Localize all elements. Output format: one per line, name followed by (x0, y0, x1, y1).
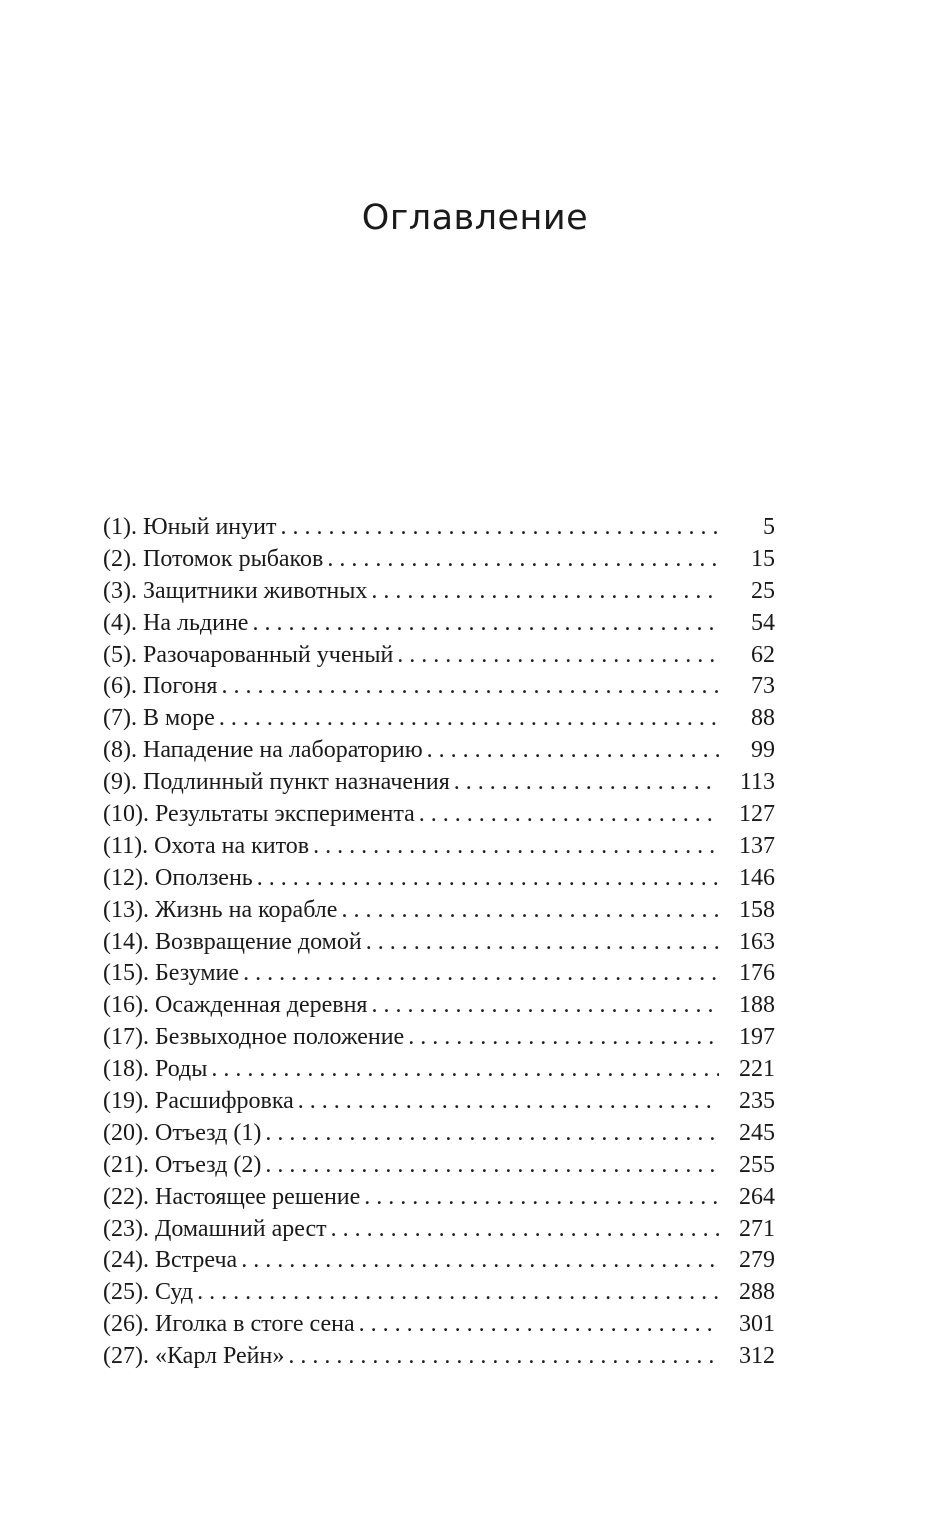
chapter-title: Погоня (142, 673, 218, 700)
chapter-title: Домашний арест (154, 1215, 327, 1242)
chapter-title: Настоящее решение (154, 1183, 361, 1210)
dot-leader (211, 1054, 719, 1086)
chapter-number: (21). (103, 1151, 149, 1178)
chapter-number: (20). (103, 1119, 149, 1146)
chapter-number: (22). (103, 1183, 149, 1210)
chapter-number: (3). (103, 577, 137, 604)
toc-entry (103, 863, 775, 895)
chapter-number: (19). (103, 1088, 149, 1115)
page-number: 127 (739, 801, 775, 828)
chapter-number: (7). (103, 705, 137, 732)
toc-entry (103, 576, 775, 608)
toc-entry (103, 1277, 775, 1309)
chapter-title: Охота на китов (154, 832, 310, 859)
chapter-title: Нападение на лабораторию (142, 737, 423, 764)
page-number: 188 (739, 992, 775, 1019)
dot-leader (288, 1341, 719, 1373)
chapter-number: (17). (103, 1024, 149, 1051)
chapter-title: Разочарованный ученый (142, 641, 394, 668)
page-number: 163 (739, 928, 775, 955)
page-number: 312 (739, 1343, 775, 1370)
page-title: Оглавление (361, 198, 589, 238)
chapter-title: Иголка в стоге сена (154, 1311, 355, 1338)
dot-leader (298, 1086, 719, 1118)
page-number: 245 (739, 1119, 775, 1146)
dot-leader (252, 608, 719, 640)
chapter-title: Результаты эксперимента (154, 801, 415, 828)
toc-entry (103, 735, 775, 767)
page-number: 146 (739, 864, 775, 891)
toc-entry (103, 1182, 775, 1214)
dot-leader (280, 512, 719, 544)
page-number: 264 (739, 1183, 775, 1210)
page-number: 5 (763, 514, 775, 540)
chapter-title: Расшифровка (154, 1088, 294, 1115)
chapter-title: Встреча (154, 1247, 238, 1274)
toc-entry (103, 1150, 775, 1182)
toc-entry (103, 1309, 775, 1341)
toc-entry (103, 799, 775, 831)
toc-entry (103, 1245, 775, 1277)
dot-leader (265, 1118, 719, 1150)
toc-entry (103, 671, 775, 703)
chapter-title: «Карл Рейн» (154, 1343, 285, 1370)
dot-leader (241, 1245, 719, 1277)
toc-entry (103, 703, 775, 735)
chapter-number: (24). (103, 1247, 149, 1274)
chapter-title: На льдине (142, 609, 249, 636)
chapter-title: Безумие (154, 960, 240, 987)
page-number: 255 (739, 1151, 775, 1178)
dot-leader (327, 544, 719, 576)
dot-leader (366, 927, 719, 959)
page-number: 25 (751, 577, 775, 604)
dot-leader (427, 735, 719, 767)
chapter-number: (18). (103, 1056, 149, 1083)
chapter-title: Отъезд (2) (154, 1151, 262, 1178)
dot-leader (364, 1182, 719, 1214)
chapter-number: (14). (103, 928, 149, 955)
chapter-number: (25). (103, 1279, 149, 1306)
page-number: 221 (739, 1056, 775, 1083)
chapter-number: (13). (103, 896, 149, 923)
toc-entry (103, 895, 775, 927)
page-number: 301 (739, 1311, 775, 1338)
toc-entry (103, 1054, 775, 1086)
chapter-number: (11). (103, 832, 149, 859)
dot-leader (265, 1150, 719, 1182)
page-number: 99 (751, 737, 775, 764)
page-number: 54 (751, 609, 775, 636)
chapter-title: Отъезд (1) (154, 1119, 262, 1146)
dot-leader (341, 895, 719, 927)
chapter-number: (8). (103, 737, 137, 764)
toc-entry (103, 927, 775, 959)
page-number: 197 (739, 1024, 775, 1051)
toc-entry (103, 640, 775, 672)
dot-leader (408, 1022, 719, 1054)
page-number: 62 (751, 641, 775, 668)
page-number: 73 (751, 673, 775, 700)
page-number: 158 (739, 896, 775, 923)
page-number: 271 (739, 1215, 775, 1242)
page-number: 288 (739, 1279, 775, 1306)
chapter-number: (15). (103, 960, 149, 987)
toc-entry (103, 1118, 775, 1150)
toc-entry (103, 1214, 775, 1246)
chapter-title: Защитники животных (142, 577, 368, 604)
chapter-title: Возвращение домой (154, 928, 362, 955)
toc-entry (103, 1022, 775, 1054)
chapter-title: Роды (154, 1056, 208, 1083)
toc-entry (103, 767, 775, 799)
dot-leader (397, 640, 719, 672)
toc-entry (103, 1086, 775, 1118)
dot-leader (197, 1277, 719, 1309)
chapter-title: Юный инуит (142, 514, 277, 540)
chapter-title: Оползень (154, 864, 253, 891)
dot-leader (454, 767, 719, 799)
chapter-title: В море (142, 705, 215, 732)
chapter-number: (1). (103, 514, 137, 540)
dot-leader (257, 863, 719, 895)
page-number: 137 (739, 832, 775, 859)
chapter-number: (16). (103, 992, 149, 1019)
table-of-contents (103, 512, 775, 1373)
page-number: 88 (751, 705, 775, 732)
dot-leader (371, 576, 719, 608)
chapter-title: Осажденная деревня (154, 992, 368, 1019)
toc-entry (103, 831, 775, 863)
chapter-title: Суд (154, 1279, 194, 1306)
dot-leader (419, 799, 719, 831)
toc-entry (103, 958, 775, 990)
dot-leader (359, 1309, 719, 1341)
chapter-number: (27). (103, 1343, 149, 1370)
dot-leader (313, 831, 719, 863)
page-number: 113 (739, 769, 775, 796)
dot-leader (331, 1214, 719, 1246)
page-number: 279 (739, 1247, 775, 1274)
chapter-number: (9). (103, 769, 137, 796)
chapter-title: Безвыходное положение (154, 1024, 405, 1051)
toc-entry (103, 608, 775, 640)
chapter-number: (12). (103, 864, 149, 891)
dot-leader (371, 990, 719, 1022)
dot-leader (221, 671, 719, 703)
chapter-title: Потомок рыбаков (142, 545, 324, 572)
page-number: 15 (751, 545, 775, 572)
dot-leader (219, 703, 719, 735)
toc-entry (103, 512, 775, 544)
chapter-number: (26). (103, 1311, 149, 1338)
chapter-title: Подлинный пункт назначения (142, 769, 450, 796)
chapter-number: (6). (103, 673, 137, 700)
chapter-number: (4). (103, 609, 137, 636)
chapter-number: (2). (103, 545, 137, 572)
toc-entry (103, 544, 775, 576)
chapter-title: Жизнь на корабле (154, 896, 338, 923)
chapter-number: (23). (103, 1215, 149, 1242)
dot-leader (243, 958, 719, 990)
page-number: 235 (739, 1088, 775, 1115)
toc-entry (103, 1341, 775, 1373)
page-number: 176 (739, 960, 775, 987)
chapter-number: (5). (103, 641, 137, 668)
toc-entry (103, 990, 775, 1022)
chapter-number: (10). (103, 801, 149, 828)
